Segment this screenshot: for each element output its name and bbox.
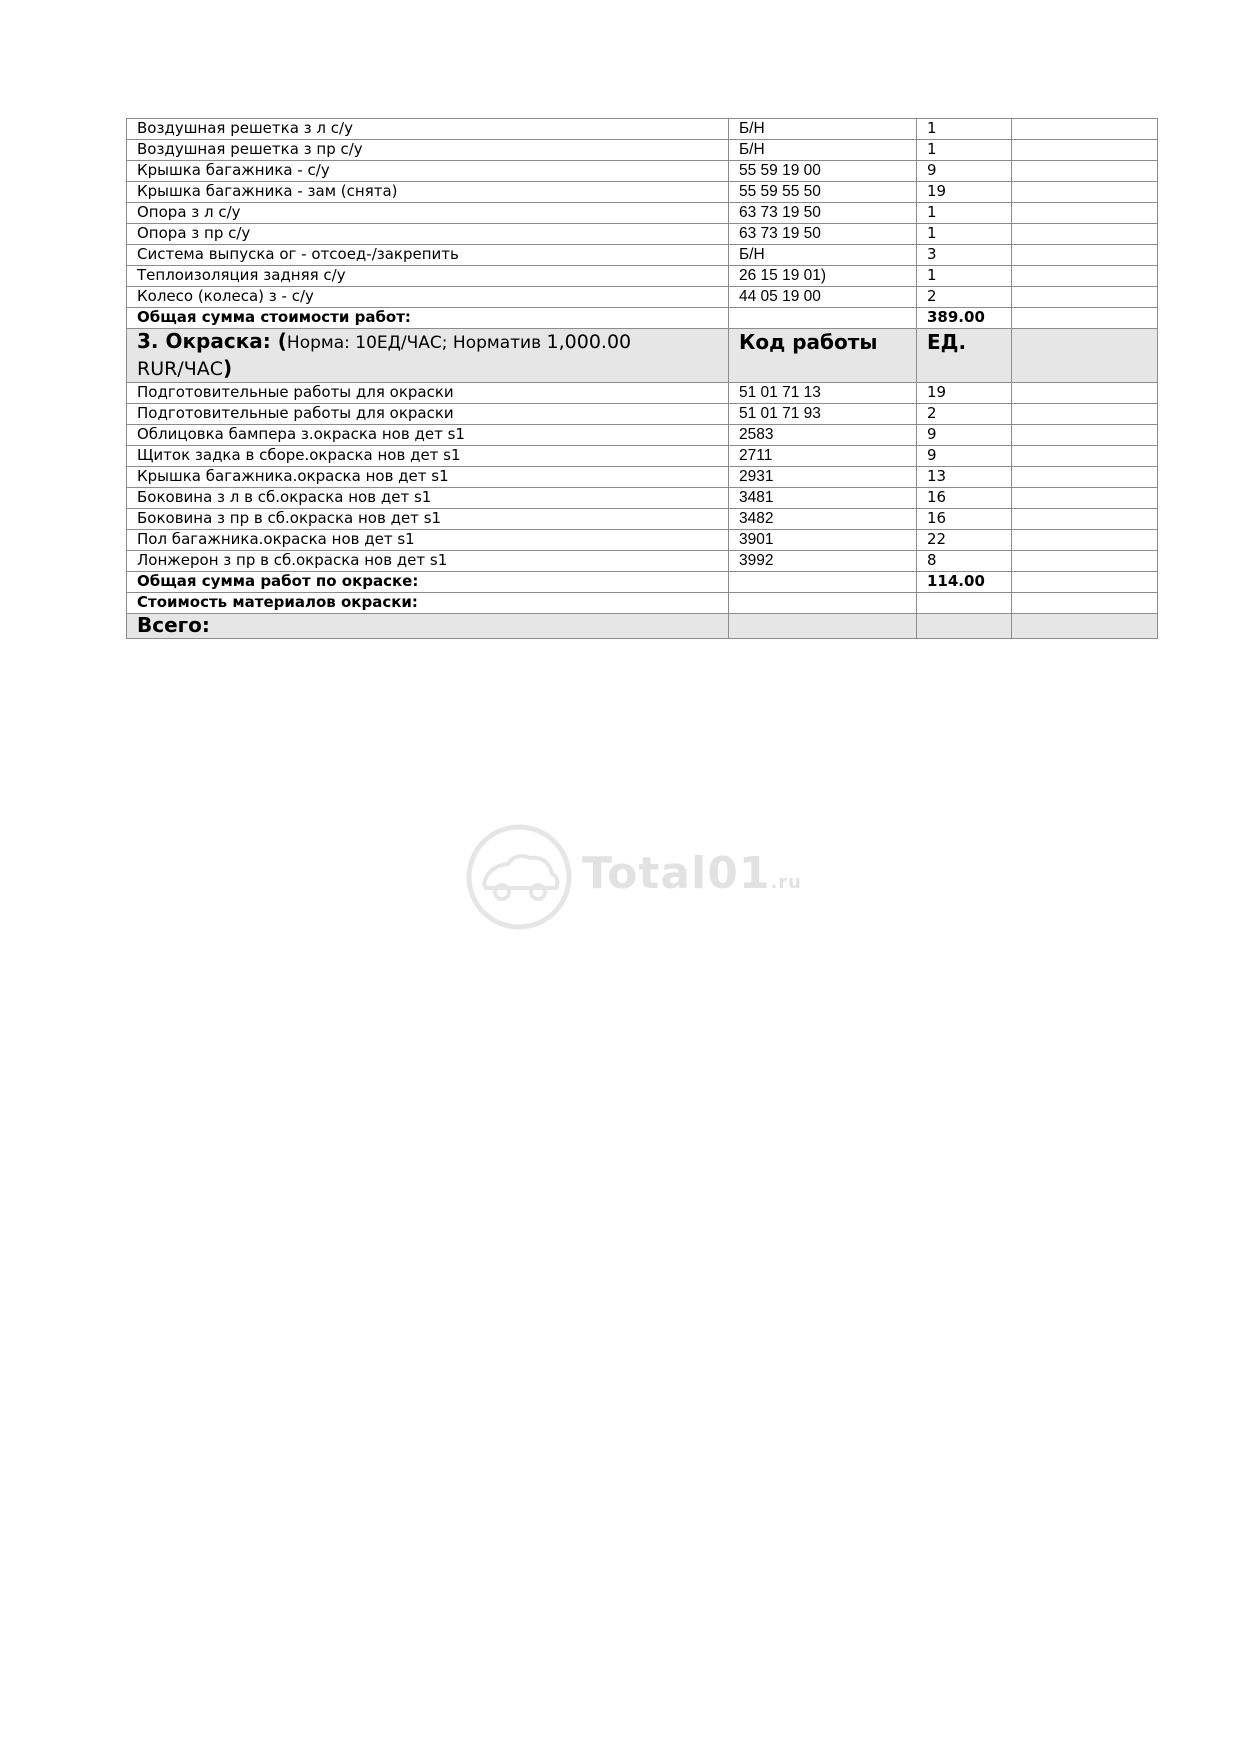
summary-section	[127, 572, 1158, 639]
grand-total-label: Всего:	[127, 614, 729, 639]
operation-code: 3481	[729, 488, 917, 509]
operation-code: Б/Н	[729, 119, 917, 140]
operation-amount	[1012, 551, 1158, 572]
operation-name: Система выпуска ог - отсоед-/закрепить	[127, 245, 729, 266]
operation-name: Боковина з пр в сб.окраска нов дет s1	[127, 509, 729, 530]
car-cloud-icon	[464, 822, 574, 932]
operation-amount	[1012, 446, 1158, 467]
paint-row	[127, 404, 1158, 425]
operation-name: Опора з л с/у	[127, 203, 729, 224]
labor-total-label: Общая сумма стоимости работ:	[127, 308, 729, 329]
operation-name: Щиток задка в сборе.окраска нов дет s1	[127, 446, 729, 467]
paint-title-start: 3. Окраска: (	[137, 329, 287, 353]
paint-row	[127, 509, 1158, 530]
operation-name: Воздушная решетка з л с/у	[127, 119, 729, 140]
operation-amount	[1012, 140, 1158, 161]
paint-total-amount	[1012, 572, 1158, 593]
operation-code: 44 05 19 00	[729, 287, 917, 308]
labor-row	[127, 287, 1158, 308]
operation-amount	[1012, 161, 1158, 182]
operation-amount	[1012, 287, 1158, 308]
operation-units: 9	[917, 161, 1012, 182]
operation-code: 3482	[729, 509, 917, 530]
materials-code	[729, 593, 917, 614]
watermark-name: Total01	[582, 848, 771, 899]
labor-row	[127, 224, 1158, 245]
column-header-units: ЕД.	[917, 329, 1012, 383]
grand-total-row	[127, 614, 1158, 639]
operation-amount	[1012, 119, 1158, 140]
operation-code: 3901	[729, 530, 917, 551]
operation-code: 2931	[729, 467, 917, 488]
paint-total-label: Общая сумма работ по окраске:	[127, 572, 729, 593]
operation-units: 2	[917, 404, 1012, 425]
materials-units	[917, 593, 1012, 614]
operation-name: Облицовка бампера з.окраска нов дет s1	[127, 425, 729, 446]
materials-label: Стоимость материалов окраски:	[127, 593, 729, 614]
operation-code: 51 01 71 93	[729, 404, 917, 425]
operation-name: Крышка багажника.окраска нов дет s1	[127, 467, 729, 488]
operation-code: 26 15 19 01)	[729, 266, 917, 287]
labor-total-amount	[1012, 308, 1158, 329]
labor-row	[127, 182, 1158, 203]
paint-row	[127, 383, 1158, 404]
operation-name: Подготовительные работы для окраски	[127, 404, 729, 425]
operation-units: 8	[917, 551, 1012, 572]
operation-units: 16	[917, 509, 1012, 530]
operation-units: 22	[917, 530, 1012, 551]
operation-units: 2	[917, 287, 1012, 308]
paint-total-code	[729, 572, 917, 593]
operation-units: 1	[917, 266, 1012, 287]
paint-row	[127, 425, 1158, 446]
operation-code: Б/Н	[729, 140, 917, 161]
operation-units: 16	[917, 488, 1012, 509]
operation-units: 1	[917, 224, 1012, 245]
operation-amount	[1012, 203, 1158, 224]
operation-amount	[1012, 224, 1158, 245]
operation-name: Теплоизоляция задняя с/у	[127, 266, 729, 287]
operation-code: 3992	[729, 551, 917, 572]
operation-amount	[1012, 383, 1158, 404]
paint-total-row	[127, 572, 1158, 593]
labor-section	[127, 119, 1158, 308]
operation-code: 2583	[729, 425, 917, 446]
operation-name: Колесо (колеса) з - с/у	[127, 287, 729, 308]
labor-row	[127, 119, 1158, 140]
paint-row	[127, 551, 1158, 572]
operation-code: 2711	[729, 446, 917, 467]
operation-units: 1	[917, 140, 1012, 161]
operation-units: 3	[917, 245, 1012, 266]
paint-rate-unit: RUR/ЧАС	[137, 358, 224, 380]
grand-total-amount	[1012, 614, 1158, 639]
operation-name: Пол багажника.окраска нов дет s1	[127, 530, 729, 551]
materials-amount	[1012, 593, 1158, 614]
paint-row	[127, 530, 1158, 551]
operation-units: 9	[917, 425, 1012, 446]
paint-row	[127, 446, 1158, 467]
labor-total-code	[729, 308, 917, 329]
operation-amount	[1012, 245, 1158, 266]
operation-name: Крышка багажника - зам (снята)	[127, 182, 729, 203]
paint-row	[127, 488, 1158, 509]
operation-units: 1	[917, 119, 1012, 140]
operation-units: 1	[917, 203, 1012, 224]
paint-header-title	[127, 329, 729, 383]
operation-amount	[1012, 488, 1158, 509]
operation-amount	[1012, 467, 1158, 488]
operation-amount	[1012, 266, 1158, 287]
paint-section-title	[137, 329, 631, 380]
operation-amount	[1012, 404, 1158, 425]
operation-code: 51 01 71 13	[729, 383, 917, 404]
operation-amount	[1012, 425, 1158, 446]
watermark-suffix: .ru	[770, 872, 802, 893]
column-header-code: Код работы	[729, 329, 917, 383]
paint-norm-text: Норма: 10ЕД/ЧАС; Норматив	[286, 333, 547, 353]
operation-units: 19	[917, 182, 1012, 203]
paint-total-units: 114.00	[917, 572, 1012, 593]
operation-code: 55 59 55 50	[729, 182, 917, 203]
operation-amount	[1012, 182, 1158, 203]
operation-units: 19	[917, 383, 1012, 404]
operation-units: 9	[917, 446, 1012, 467]
labor-total-row	[127, 308, 1158, 329]
operation-units: 13	[917, 467, 1012, 488]
watermark-text	[582, 848, 802, 899]
grand-total-code	[729, 614, 917, 639]
column-header-amount	[1012, 329, 1158, 383]
operation-name: Воздушная решетка з пр с/у	[127, 140, 729, 161]
labor-row	[127, 203, 1158, 224]
paint-section	[127, 383, 1158, 572]
operation-code: 63 73 19 50	[729, 224, 917, 245]
operation-amount	[1012, 509, 1158, 530]
labor-row	[127, 140, 1158, 161]
labor-total-units: 389.00	[917, 308, 1012, 329]
labor-row	[127, 245, 1158, 266]
operation-name: Боковина з л в сб.окраска нов дет s1	[127, 488, 729, 509]
paint-rate: 1,000.00	[546, 331, 632, 353]
paint-title-end: )	[223, 356, 233, 380]
grand-total-units	[917, 614, 1012, 639]
operation-name: Подготовительные работы для окраски	[127, 383, 729, 404]
estimate-table	[126, 118, 1158, 639]
labor-total-section	[127, 308, 1158, 383]
materials-row	[127, 593, 1158, 614]
operation-code: 63 73 19 50	[729, 203, 917, 224]
paint-row	[127, 467, 1158, 488]
operation-name: Лонжерон з пр в сб.окраска нов дет s1	[127, 551, 729, 572]
operation-amount	[1012, 530, 1158, 551]
labor-row	[127, 266, 1158, 287]
operation-name: Опора з пр с/у	[127, 224, 729, 245]
paint-header-row	[127, 329, 1158, 383]
operation-code: Б/Н	[729, 245, 917, 266]
labor-row	[127, 161, 1158, 182]
operation-code: 55 59 19 00	[729, 161, 917, 182]
operation-name: Крышка багажника - с/у	[127, 161, 729, 182]
watermark-logo	[464, 822, 802, 932]
